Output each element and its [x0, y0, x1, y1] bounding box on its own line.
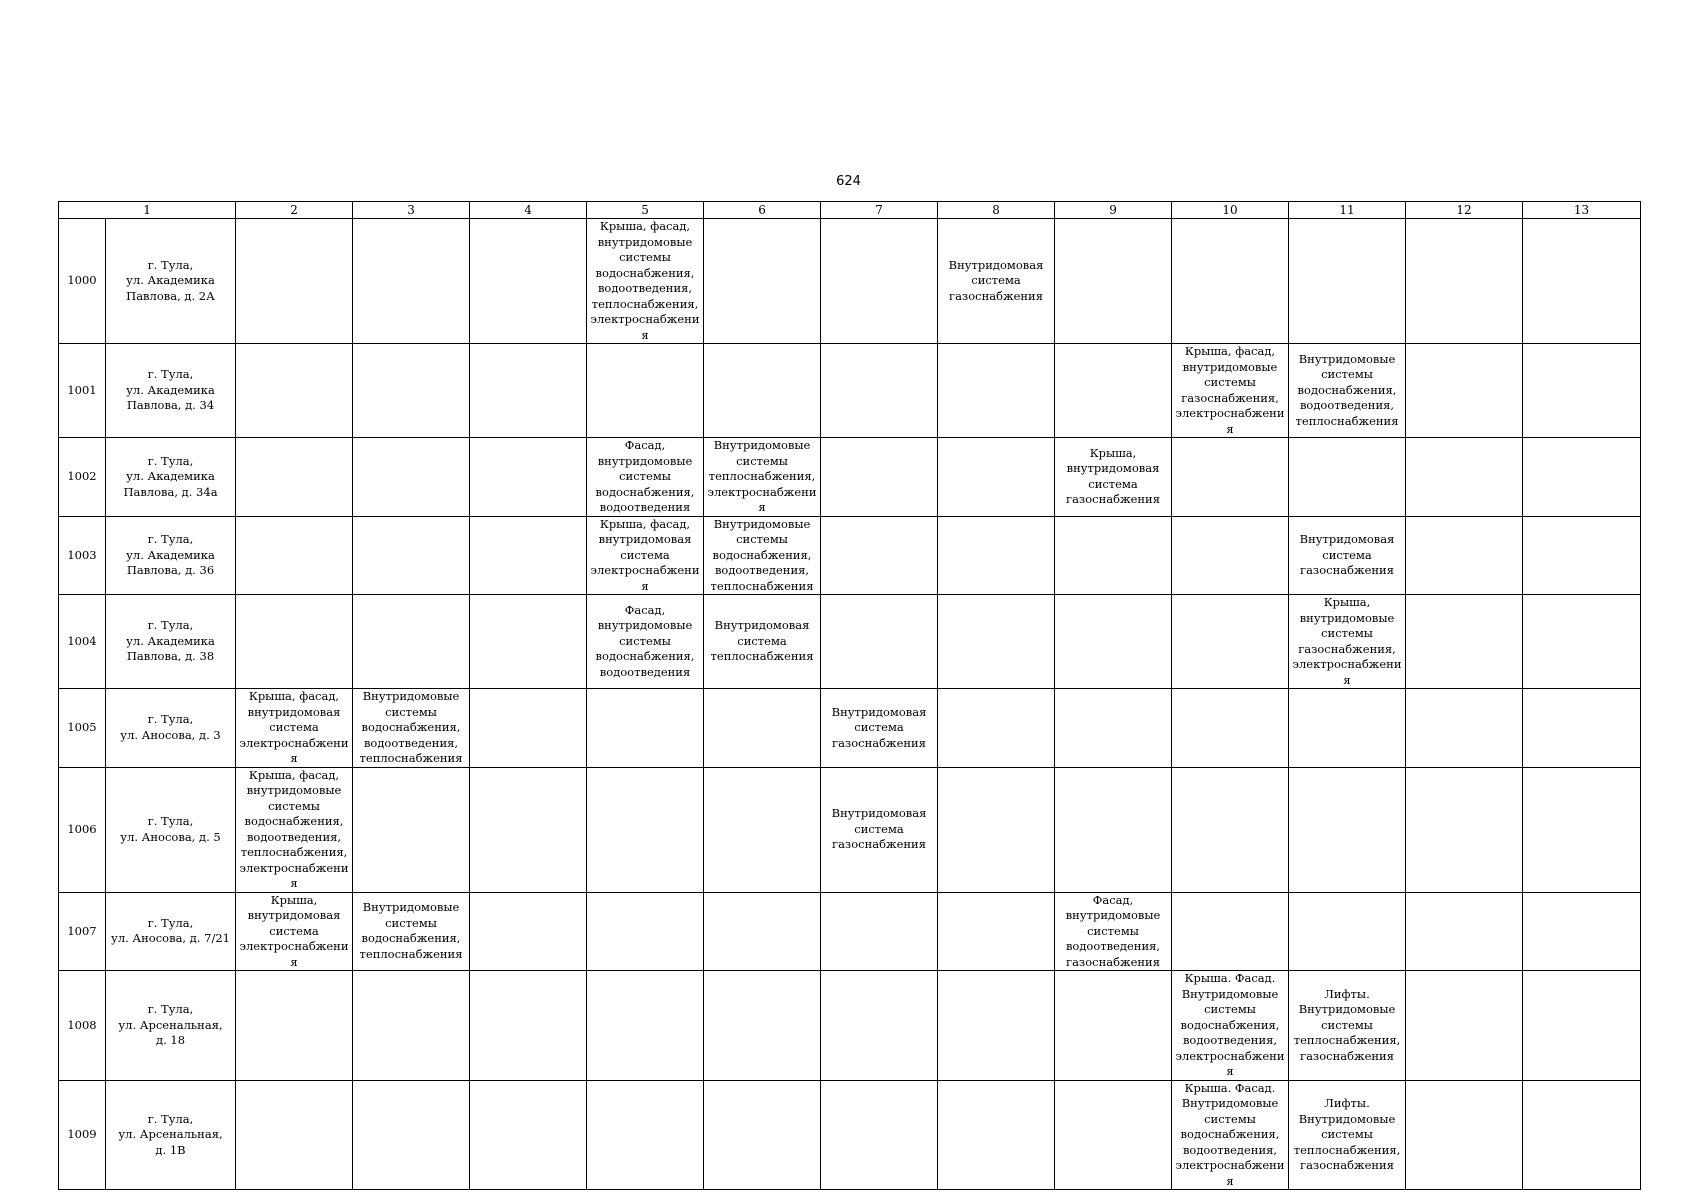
column-number-1: 1 — [59, 202, 236, 219]
work-cell-col-2: Крыша, фасад, внутридомовая система электроснабжения — [236, 689, 353, 768]
row-number: 1005 — [59, 689, 106, 768]
work-cell-col-5: Фасад, внутридомовые системы водоснабжения, водоотведения — [587, 595, 704, 689]
work-cell-col-2: Крыша, фасад, внутридомовые системы водоснабжения, водоотведения, теплоснабжения, электроснабжения — [236, 767, 353, 892]
work-cell-col-6 — [704, 892, 821, 971]
work-cell-col-8 — [938, 595, 1055, 689]
table-row — [59, 971, 1641, 1081]
work-cell-col-11 — [1289, 767, 1406, 892]
work-cell-col-12 — [1406, 595, 1523, 689]
work-cell-col-10 — [1172, 516, 1289, 595]
work-cell-col-9 — [1055, 971, 1172, 1081]
work-cell-col-6 — [704, 689, 821, 768]
work-cell-col-9 — [1055, 344, 1172, 438]
work-cell-col-10 — [1172, 438, 1289, 517]
work-cell-col-13 — [1523, 438, 1641, 517]
address-cell: г. Тула, ул. Аносова, д. 5 — [106, 767, 236, 892]
work-cell-col-8 — [938, 516, 1055, 595]
work-cell-col-5: Крыша, фасад, внутридомовые системы водоснабжения, водоотведения, теплоснабжения, электроснабжения — [587, 219, 704, 344]
work-cell-col-8 — [938, 438, 1055, 517]
column-number-4: 4 — [470, 202, 587, 219]
work-cell-col-12 — [1406, 971, 1523, 1081]
address-cell: г. Тула, ул. Академика Павлова, д. 38 — [106, 595, 236, 689]
table-row — [59, 219, 1641, 344]
row-number: 1008 — [59, 971, 106, 1081]
work-cell-col-12 — [1406, 1080, 1523, 1190]
work-cell-col-4 — [470, 219, 587, 344]
work-cell-col-9 — [1055, 1080, 1172, 1190]
work-cell-col-12 — [1406, 767, 1523, 892]
row-number: 1002 — [59, 438, 106, 517]
work-cell-col-6 — [704, 219, 821, 344]
work-cell-col-12 — [1406, 516, 1523, 595]
row-number: 1000 — [59, 219, 106, 344]
work-cell-col-12 — [1406, 892, 1523, 971]
work-cell-col-6: Внутридомовая система теплоснабжения — [704, 595, 821, 689]
work-cell-col-10 — [1172, 595, 1289, 689]
work-cell-col-13 — [1523, 1080, 1641, 1190]
work-cell-col-7 — [821, 438, 938, 517]
work-cell-col-8 — [938, 344, 1055, 438]
work-cell-col-9 — [1055, 595, 1172, 689]
work-cell-col-8 — [938, 892, 1055, 971]
work-cell-col-3 — [353, 767, 470, 892]
work-cell-col-8 — [938, 767, 1055, 892]
table-row — [59, 438, 1641, 517]
work-cell-col-7 — [821, 516, 938, 595]
work-cell-col-2 — [236, 516, 353, 595]
work-cell-col-11: Лифты. Внутридомовые системы теплоснабжения, газоснабжения — [1289, 1080, 1406, 1190]
work-cell-col-6: Внутридомовые системы теплоснабжения, электроснабжения — [704, 438, 821, 517]
address-cell: г. Тула, ул. Академика Павлова, д. 36 — [106, 516, 236, 595]
column-number-13: 13 — [1523, 202, 1641, 219]
work-cell-col-2 — [236, 971, 353, 1081]
work-cell-col-10: Крыша. Фасад. Внутридомовые системы водоснабжения, водоотведения, электроснабжения — [1172, 1080, 1289, 1190]
table-row — [59, 516, 1641, 595]
work-cell-col-9: Фасад, внутридомовые системы водоотведения, газоснабжения — [1055, 892, 1172, 971]
work-cell-col-13 — [1523, 595, 1641, 689]
work-cell-col-3: Внутридомовые системы водоснабжения, водоотведения, теплоснабжения — [353, 689, 470, 768]
work-cell-col-13 — [1523, 344, 1641, 438]
work-cell-col-10: Крыша, фасад, внутридомовые системы газоснабжения, электроснабжения — [1172, 344, 1289, 438]
work-cell-col-10 — [1172, 689, 1289, 768]
row-number: 1006 — [59, 767, 106, 892]
work-cell-col-12 — [1406, 344, 1523, 438]
work-cell-col-11 — [1289, 219, 1406, 344]
work-cell-col-11 — [1289, 689, 1406, 768]
work-cell-col-2: Крыша, внутридомовая система электроснабжения — [236, 892, 353, 971]
work-cell-col-3 — [353, 971, 470, 1081]
work-cell-col-10 — [1172, 219, 1289, 344]
row-number: 1004 — [59, 595, 106, 689]
work-cell-col-11: Внутридомовые системы водоснабжения, водоотведения, теплоснабжения — [1289, 344, 1406, 438]
work-cell-col-4 — [470, 595, 587, 689]
work-cell-col-13 — [1523, 767, 1641, 892]
work-cell-col-2 — [236, 219, 353, 344]
work-cell-col-12 — [1406, 689, 1523, 768]
work-cell-col-6: Внутридомовые системы водоснабжения, водоотведения, теплоснабжения — [704, 516, 821, 595]
work-cell-col-5: Фасад, внутридомовые системы водоснабжения, водоотведения — [587, 438, 704, 517]
work-cell-col-5 — [587, 1080, 704, 1190]
work-cell-col-7 — [821, 595, 938, 689]
work-cell-col-3 — [353, 344, 470, 438]
work-cell-col-10: Крыша. Фасад. Внутридомовые системы водоснабжения, водоотведения, электроснабжения — [1172, 971, 1289, 1081]
work-cell-col-2 — [236, 595, 353, 689]
address-cell: г. Тула, ул. Аносова, д. 3 — [106, 689, 236, 768]
work-cell-col-3 — [353, 1080, 470, 1190]
work-cell-col-6 — [704, 1080, 821, 1190]
work-cell-col-7 — [821, 892, 938, 971]
work-cell-col-9 — [1055, 767, 1172, 892]
address-cell: г. Тула, ул. Аносова, д. 7/21 — [106, 892, 236, 971]
work-cell-col-12 — [1406, 438, 1523, 517]
table-row — [59, 892, 1641, 971]
column-number-3: 3 — [353, 202, 470, 219]
work-cell-col-7: Внутридомовая система газоснабжения — [821, 689, 938, 768]
work-cell-col-9 — [1055, 516, 1172, 595]
work-cell-col-5 — [587, 971, 704, 1081]
work-cell-col-2 — [236, 438, 353, 517]
work-cell-col-7 — [821, 219, 938, 344]
address-cell: г. Тула, ул. Академика Павлова, д. 34 — [106, 344, 236, 438]
work-cell-col-13 — [1523, 689, 1641, 768]
work-cell-col-4 — [470, 344, 587, 438]
work-cell-col-7 — [821, 1080, 938, 1190]
overhaul-schedule-table — [58, 201, 1641, 1190]
work-cell-col-9 — [1055, 689, 1172, 768]
work-cell-col-4 — [470, 438, 587, 517]
work-cell-col-4 — [470, 689, 587, 768]
work-cell-col-5: Крыша, фасад, внутридомовая система электроснабжения — [587, 516, 704, 595]
column-number-10: 10 — [1172, 202, 1289, 219]
column-number-9: 9 — [1055, 202, 1172, 219]
column-number-7: 7 — [821, 202, 938, 219]
column-number-6: 6 — [704, 202, 821, 219]
column-number-11: 11 — [1289, 202, 1406, 219]
work-cell-col-5 — [587, 689, 704, 768]
work-cell-col-4 — [470, 892, 587, 971]
table-row — [59, 767, 1641, 892]
work-cell-col-9: Крыша, внутридомовая система газоснабжения — [1055, 438, 1172, 517]
work-cell-col-5 — [587, 344, 704, 438]
work-cell-col-3 — [353, 219, 470, 344]
work-cell-col-5 — [587, 892, 704, 971]
work-cell-col-12 — [1406, 219, 1523, 344]
column-number-2: 2 — [236, 202, 353, 219]
work-cell-col-7: Внутридомовая система газоснабжения — [821, 767, 938, 892]
work-cell-col-13 — [1523, 892, 1641, 971]
work-cell-col-8 — [938, 971, 1055, 1081]
column-number-12: 12 — [1406, 202, 1523, 219]
row-number: 1007 — [59, 892, 106, 971]
work-cell-col-8 — [938, 1080, 1055, 1190]
work-cell-col-2 — [236, 344, 353, 438]
table-row — [59, 344, 1641, 438]
address-cell: г. Тула, ул. Арсенальная, д. 18 — [106, 971, 236, 1081]
work-cell-col-2 — [236, 1080, 353, 1190]
address-cell: г. Тула, ул. Академика Павлова, д. 34а — [106, 438, 236, 517]
work-cell-col-7 — [821, 344, 938, 438]
column-number-5: 5 — [587, 202, 704, 219]
work-cell-col-3 — [353, 516, 470, 595]
work-cell-col-3 — [353, 438, 470, 517]
work-cell-col-6 — [704, 971, 821, 1081]
work-cell-col-5 — [587, 767, 704, 892]
work-cell-col-6 — [704, 767, 821, 892]
table-row — [59, 689, 1641, 768]
work-cell-col-4 — [470, 971, 587, 1081]
work-cell-col-11: Внутридомовая система газоснабжения — [1289, 516, 1406, 595]
work-cell-col-11: Лифты. Внутридомовые системы теплоснабжения, газоснабжения — [1289, 971, 1406, 1081]
work-cell-col-10 — [1172, 767, 1289, 892]
work-cell-col-13 — [1523, 516, 1641, 595]
page-number: 624 — [836, 174, 861, 189]
work-cell-col-7 — [821, 971, 938, 1081]
work-cell-col-3 — [353, 595, 470, 689]
work-cell-col-13 — [1523, 219, 1641, 344]
work-cell-col-10 — [1172, 892, 1289, 971]
column-number-row — [59, 202, 1641, 219]
work-cell-col-13 — [1523, 971, 1641, 1081]
work-cell-col-9 — [1055, 219, 1172, 344]
address-cell: г. Тула, ул. Арсенальная, д. 1В — [106, 1080, 236, 1190]
work-cell-col-4 — [470, 1080, 587, 1190]
table-row — [59, 1080, 1641, 1190]
work-cell-col-6 — [704, 344, 821, 438]
work-cell-col-11 — [1289, 892, 1406, 971]
row-number: 1001 — [59, 344, 106, 438]
work-cell-col-11 — [1289, 438, 1406, 517]
work-cell-col-8: Внутридомовая система газоснабжения — [938, 219, 1055, 344]
row-number: 1009 — [59, 1080, 106, 1190]
work-cell-col-11: Крыша, внутридомовые системы газоснабжения, электроснабжения — [1289, 595, 1406, 689]
table-row — [59, 595, 1641, 689]
column-number-8: 8 — [938, 202, 1055, 219]
work-cell-col-8 — [938, 689, 1055, 768]
address-cell: г. Тула, ул. Академика Павлова, д. 2А — [106, 219, 236, 344]
work-cell-col-4 — [470, 767, 587, 892]
work-cell-col-4 — [470, 516, 587, 595]
row-number: 1003 — [59, 516, 106, 595]
work-cell-col-3: Внутридомовые системы водоснабжения, теплоснабжения — [353, 892, 470, 971]
